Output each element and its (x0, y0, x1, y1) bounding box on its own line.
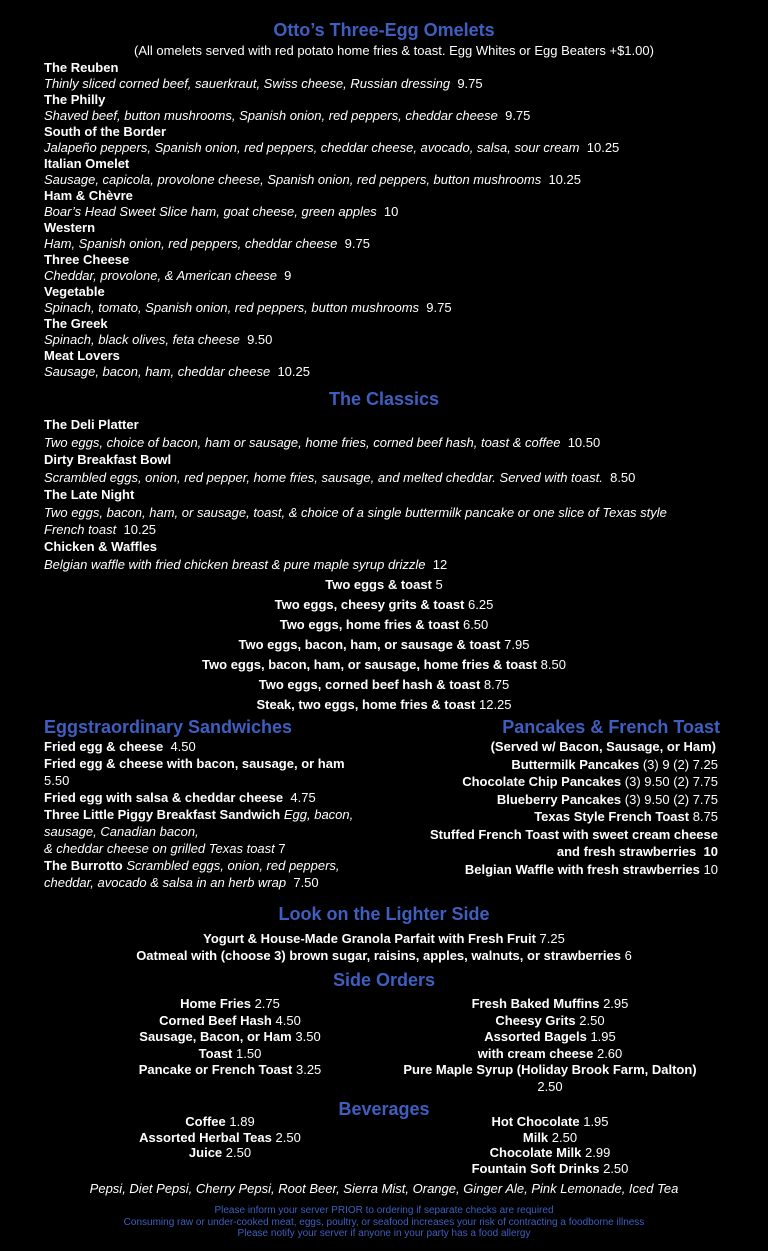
sandwich-desc: & cheddar cheese on grilled Texas toast (44, 841, 275, 856)
item-price: 9.75 (457, 76, 483, 91)
side-price: 2.95 (603, 996, 629, 1011)
pancake-name: Stuffed French Toast with sweet cream cheese (429, 826, 718, 842)
side-name: Toast (198, 1045, 233, 1061)
item-desc-text: Sausage, capicola, provolone cheese, Spanish onion, red peppers, button mushrooms (44, 172, 542, 187)
egg-combo-price: 8.50 (540, 657, 566, 672)
item-desc (44, 76, 768, 92)
item-price: 10.25 (586, 140, 620, 155)
side-name: Corned Beef Hash (159, 1012, 272, 1028)
menu-item (44, 156, 768, 188)
omelets-note: (All omelets served with red potato home fries & toast. Egg Whites or Egg Beaters +$1.00) (134, 43, 654, 58)
beverage-price: 1.89 (229, 1114, 255, 1129)
menu-item (44, 60, 768, 92)
sandwich-desc: Egg, bacon, (283, 807, 354, 822)
beverage-name: Hot Chocolate (491, 1114, 580, 1129)
pancake-item (378, 826, 718, 861)
egg-combo-item (0, 615, 768, 635)
item-price: 10.25 (548, 172, 581, 187)
item-desc-text: Cheddar, provolone, & American cheese (44, 268, 277, 283)
item-desc (44, 268, 768, 284)
item-desc (44, 332, 768, 348)
sandwich-price: 5.50 (44, 773, 70, 788)
omelets-title: Otto’s Three-Egg Omelets (273, 20, 495, 40)
pancake-price: (3) 9.50 (2) 7.75 (624, 774, 718, 789)
side-item (90, 996, 370, 1013)
item-name: Three Cheese (44, 252, 130, 267)
side-name: Fresh Baked Muffins (471, 996, 600, 1011)
beverage-price: 2.50 (551, 1129, 578, 1145)
item-desc-text: Spinach, black olives, feta cheese (44, 332, 240, 347)
sodas-list: Pepsi, Diet Pepsi, Cherry Pepsi, Root Beer, Sierra Mist, Orange, Ginger Ale, Pink Lemonade, Iced Tea (89, 1181, 679, 1196)
pancake-item (378, 773, 718, 791)
pancake-price: 8.75 (692, 809, 718, 824)
beverage-price: 1.95 (583, 1114, 609, 1129)
sides-section (0, 968, 768, 992)
item-price: 10.25 (277, 364, 310, 379)
egg-combo-price: 6.25 (468, 597, 494, 612)
item-desc-text: Thinly sliced corned beef, sauerkraut, Swiss cheese, Russian dressing (44, 76, 451, 91)
side-item (380, 1013, 720, 1030)
sandwich-item (44, 806, 384, 857)
side-name: Pancake or French Toast (138, 1062, 293, 1077)
pancake-price: 10 (703, 844, 718, 859)
item-name: Vegetable (44, 284, 105, 299)
pancake-name: Buttermilk Pancakes (511, 756, 640, 772)
classics-section (0, 386, 768, 715)
item-desc (44, 469, 698, 486)
egg-combo-name: Two eggs, bacon, ham, or sausage, home fries & toast (202, 657, 537, 672)
side-name: Cheesy Grits (495, 1012, 576, 1028)
side-price: 1.95 (590, 1029, 616, 1044)
side-name: Assorted Bagels (484, 1029, 587, 1044)
egg-combo-price: 12.25 (478, 697, 512, 712)
sandwich-item (44, 755, 384, 789)
side-price: 2.60 (596, 1045, 623, 1061)
item-desc-text: Scrambled eggs, onion, red pepper, home fries, sausage, and melted cheddar. Served with toast. (44, 470, 603, 485)
menu-item (44, 486, 698, 538)
item-desc (44, 556, 698, 573)
item-price: 9.75 (426, 300, 452, 315)
sandwich-name: Fried egg & cheese with bacon, sausage, or ham (44, 756, 345, 771)
item-name: The Greek (44, 316, 108, 331)
side-item (380, 1062, 720, 1079)
beverages-title: Beverages (338, 1099, 430, 1119)
menu-item (44, 124, 768, 156)
egg-combo-item (0, 575, 768, 595)
egg-combo-item (0, 695, 768, 715)
pancake-item (378, 791, 718, 809)
lighter-name: Yogurt & House-Made Granola Parfait with Fresh Fruit (203, 931, 536, 946)
item-desc (44, 504, 698, 538)
item-desc (44, 300, 768, 316)
egg-combo-item (0, 655, 768, 675)
egg-combo-name: Two eggs, cheesy grits & toast (274, 597, 465, 612)
item-price: 9.75 (344, 236, 370, 251)
sides-right-list (380, 996, 720, 1095)
beverage-price: 2.50 (275, 1129, 301, 1145)
sandwich-price: 7 (278, 841, 286, 856)
egg-combo-item (0, 635, 768, 655)
item-desc (44, 140, 768, 156)
footer-line: Please notify your server if anyone in your party has a food allergy (237, 1228, 531, 1239)
egg-combo-name: Two eggs, bacon, ham, or sausage & toast (238, 637, 501, 652)
side-price: 2.50 (537, 1078, 563, 1094)
beverage-item (400, 1114, 700, 1130)
item-price: 12 (432, 557, 448, 572)
lighter-price: 7.25 (539, 931, 565, 946)
pancake-item (378, 808, 718, 826)
pancake-name: Belgian Waffle with fresh strawberries (464, 861, 700, 877)
item-desc-text: Two eggs, choice of bacon, ham or sausage, home fries, corned beef hash, toast & coffee (44, 435, 561, 450)
item-desc (44, 236, 768, 252)
side-item (90, 1029, 370, 1046)
egg-combo-name: Two eggs, home fries & toast (279, 617, 460, 632)
beverage-item (400, 1130, 700, 1146)
item-name: South of the Border (44, 124, 167, 139)
pancakes-section (378, 716, 718, 878)
egg-combo-price: 7.95 (504, 637, 530, 652)
side-item (90, 1013, 370, 1030)
beverage-name: Milk (522, 1129, 549, 1145)
omelets-section (0, 18, 768, 380)
menu-item (44, 316, 768, 348)
item-desc (44, 364, 768, 380)
menu-item (44, 284, 768, 316)
sandwich-desc: Scrambled eggs, onion, red peppers, (126, 858, 340, 873)
classics-title: The Classics (328, 389, 440, 409)
beverage-item (400, 1145, 700, 1161)
item-price: 9.75 (505, 108, 531, 123)
lighter-section (0, 902, 768, 964)
side-item (380, 1046, 720, 1063)
side-price: 1.50 (236, 1045, 262, 1061)
beverage-name: Coffee (185, 1114, 226, 1129)
beverage-name: Assorted Herbal Teas (139, 1129, 272, 1145)
classic-list (0, 416, 768, 573)
pancakes-title: Pancakes & French Toast (502, 717, 720, 737)
footer-line: Please inform your server PRIOR to ordering if separate checks are required (214, 1205, 554, 1216)
egg-combo-name: Steak, two eggs, home fries & toast (256, 697, 476, 712)
pancake-price: 10 (703, 861, 718, 877)
pancakes-note: (Served w/ Bacon, Sausage, or Ham) (490, 739, 716, 754)
item-price: 10 (383, 204, 399, 219)
menu-item (44, 416, 698, 451)
beverages-right-list (400, 1114, 700, 1176)
beverage-item (70, 1130, 370, 1146)
item-desc-text: Sausage, bacon, ham, cheddar cheese (44, 364, 271, 379)
item-name: Italian Omelet (44, 156, 130, 171)
sandwich-desc: sausage, Canadian bacon, (44, 824, 199, 839)
menu-item (44, 188, 768, 220)
pancake-price: (3) 9 (2) 7.25 (642, 756, 718, 772)
menu-item (44, 348, 768, 380)
sandwich-item (44, 738, 384, 755)
egg-combo-item (0, 595, 768, 615)
item-desc (44, 434, 698, 451)
item-name: The Late Night (44, 487, 135, 502)
menu-item (44, 451, 698, 486)
item-name: Meat Lovers (44, 348, 120, 363)
item-desc-text: Belgian waffle with fried chicken breast & pure maple syrup drizzle (44, 557, 426, 572)
lighter-title: Look on the Lighter Side (278, 904, 490, 924)
item-price: 9 (284, 268, 292, 283)
lighter-item (0, 930, 768, 947)
pancake-name: Chocolate Chip Pancakes (462, 774, 622, 789)
item-desc-text: Ham, Spanish onion, red peppers, cheddar cheese (44, 236, 338, 251)
item-price: 8.50 (610, 470, 636, 485)
sandwich-name: Fried egg with salsa & cheddar cheese (44, 790, 284, 805)
item-desc (44, 108, 768, 124)
side-name: Home Fries (180, 996, 251, 1011)
side-item (380, 1079, 720, 1096)
menu-item (44, 220, 768, 252)
item-price: 10.25 (123, 522, 157, 537)
item-desc-text: Boar’s Head Sweet Slice ham, goat cheese, green apples (44, 204, 377, 219)
item-name: Chicken & Waffles (44, 539, 157, 554)
side-name: Sausage, Bacon, or Ham (139, 1029, 292, 1044)
lighter-price: 6 (624, 948, 632, 963)
side-name: with cream cheese (477, 1045, 594, 1061)
menu-item (44, 92, 768, 124)
side-price: 3.25 (295, 1062, 322, 1077)
side-item (90, 1046, 370, 1063)
side-item (90, 1062, 370, 1079)
side-item (380, 1029, 720, 1046)
side-price: 4.50 (275, 1012, 301, 1028)
beverage-item (70, 1145, 370, 1161)
egg-combo-name: Two eggs, corned beef hash & toast (258, 677, 481, 692)
item-price: 10.50 (567, 435, 601, 450)
item-desc (44, 172, 768, 188)
side-price: 3.50 (295, 1029, 321, 1044)
sandwich-name: Fried egg & cheese (44, 739, 164, 754)
item-desc-text: Two eggs, bacon, ham, or sausage, toast, & choice of a single buttermilk pancake or one slice of Texas style French toast (44, 505, 667, 537)
sandwich-item (44, 789, 384, 806)
pancake-price: (3) 9.50 (2) 7.75 (624, 791, 718, 807)
sandwich-price: 4.50 (170, 739, 196, 754)
side-name: Pure Maple Syrup (Holiday Brook Farm, Dalton) (403, 1062, 697, 1077)
item-desc-text: Shaved beef, button mushrooms, Spanish onion, red peppers, cheddar cheese (44, 108, 498, 123)
item-name: The Deli Platter (44, 417, 139, 432)
pancake-item (378, 861, 718, 879)
item-name: The Philly (44, 92, 106, 107)
item-name: Ham & Chèvre (44, 188, 133, 203)
item-desc (44, 204, 768, 220)
pancake-item (378, 756, 718, 774)
item-name: The Reuben (44, 60, 119, 75)
beverage-price: 2.50 (225, 1145, 252, 1160)
item-desc-text: Spinach, tomato, Spanish onion, red peppers, button mushrooms (44, 300, 420, 315)
egg-combo-item (0, 675, 768, 695)
sandwich-name: The Burrotto (44, 858, 123, 873)
side-price: 2.75 (254, 996, 280, 1011)
beverage-name: Chocolate Milk (489, 1145, 582, 1160)
sandwich-name: Three Little Piggy Breakfast Sandwich (44, 807, 281, 822)
egg-combo-price: 8.75 (483, 677, 510, 692)
sandwich-item (44, 857, 384, 891)
egg-combo-name: Two eggs & toast (325, 577, 432, 592)
omelet-list (0, 60, 768, 380)
beverage-item (400, 1161, 700, 1177)
sandwiches-title: Eggstraordinary Sandwiches (44, 717, 293, 737)
menu-item (44, 252, 768, 284)
footer-line: Consuming raw or under-cooked meat, eggs, poultry, or seafood increases your risk of contracting a foodborne illness (123, 1216, 645, 1228)
footer (0, 1205, 768, 1240)
item-desc-text: Jalapeño peppers, Spanish onion, red peppers, cheddar cheese, avocado, salsa, sour cream (44, 140, 580, 155)
classic-lines (0, 575, 768, 715)
egg-combo-price: 5 (435, 577, 443, 592)
side-item (380, 996, 720, 1013)
lighter-item (0, 947, 768, 964)
sandwich-desc: cheddar, avocado & salsa in an herb wrap (44, 875, 287, 890)
pancake-name: Blueberry Pancakes (496, 791, 622, 807)
sandwich-price: 4.75 (290, 790, 316, 805)
menu-item (44, 538, 698, 573)
item-name: Dirty Breakfast Bowl (44, 452, 172, 467)
pancake-name: and fresh strawberries (556, 844, 697, 859)
pancake-name: Texas Style French Toast (534, 809, 690, 824)
beverage-price: 2.99 (585, 1145, 611, 1160)
sides-title: Side Orders (332, 970, 436, 990)
beverage-name: Fountain Soft Drinks (471, 1160, 600, 1176)
lighter-name: Oatmeal with (choose 3) brown sugar, raisins, apples, walnuts, or strawberries (136, 948, 621, 963)
side-price: 2.50 (579, 1012, 605, 1028)
sandwich-price: 7.50 (293, 875, 319, 890)
item-price: 9.50 (247, 332, 273, 347)
beverage-item (70, 1114, 370, 1130)
beverage-price: 2.50 (603, 1160, 629, 1176)
beverage-name: Juice (188, 1145, 223, 1160)
item-name: Western (44, 220, 96, 235)
sandwiches-section (44, 716, 384, 891)
sides-left-list (90, 996, 370, 1079)
beverages-left-list (70, 1114, 370, 1161)
egg-combo-price: 6.50 (462, 617, 489, 632)
